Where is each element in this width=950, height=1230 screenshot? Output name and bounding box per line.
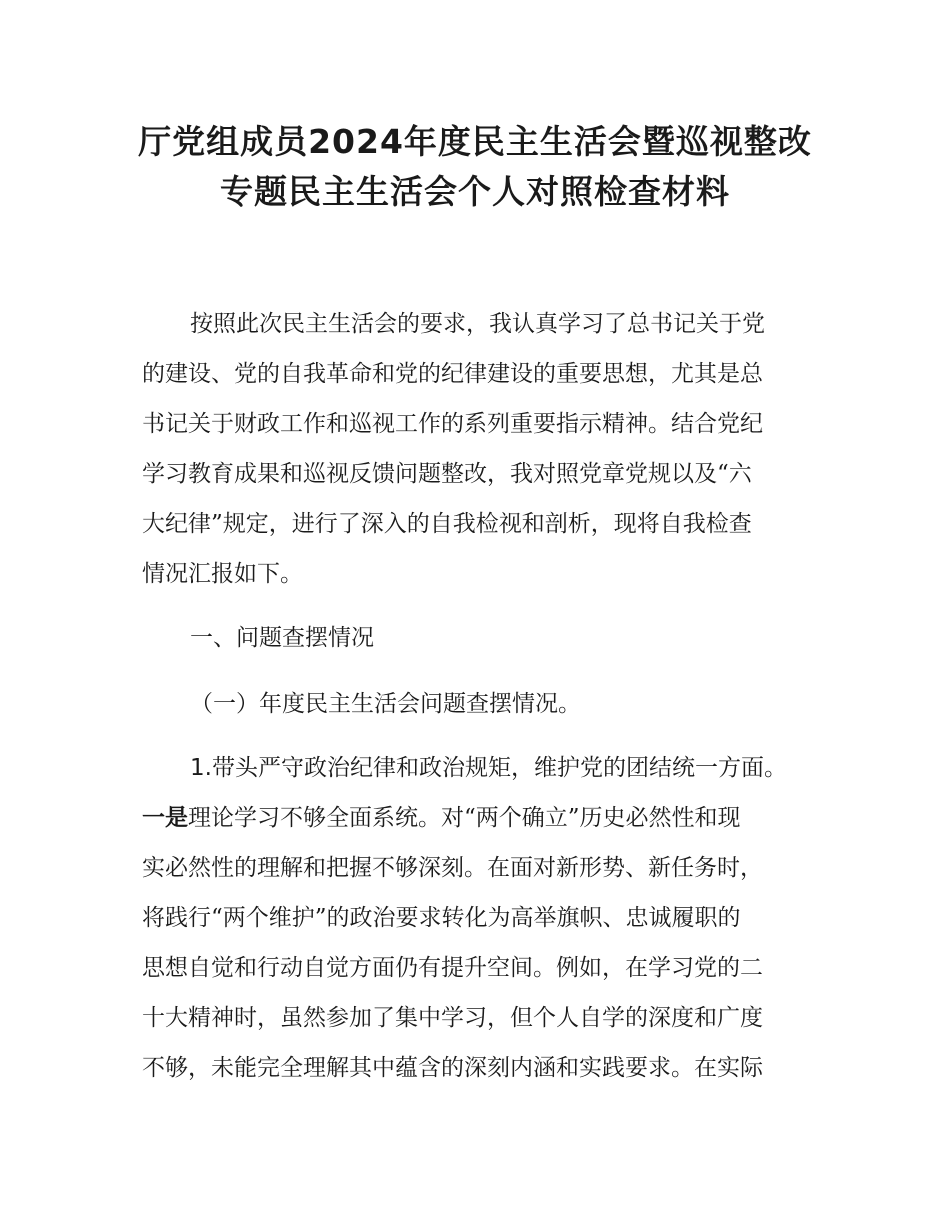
intro-paragraph-line-3: 书记关于财政工作和巡视工作的系列重要指示精神。结合党纪: [142, 411, 763, 437]
item-heading-text: 1.带头严守政治纪律和政治规矩，维护党的团结统一方面。: [190, 755, 787, 781]
item-paragraph-line-3: 将践行“两个维护”的政治要求转化为高举旗帜、忠诚履职的: [142, 905, 741, 931]
intro-paragraph-line-1: 按照此次民主生活会的要求，我认真学习了总书记关于党: [190, 311, 765, 337]
item-paragraph-line-4: 思想自觉和行动自觉方面仍有提升空间。例如，在学习党的二: [142, 955, 763, 981]
item-paragraph-line-1: [142, 802, 741, 834]
intro-paragraph-line-4: 学习教育成果和巡视反馈问题整改，我对照党章党规以及“六: [142, 461, 752, 487]
item-first-line-text: 理论学习不够全面系统。对“两个确立”历史必然性和现: [188, 805, 741, 831]
item-lead-label: 一是: [142, 805, 188, 831]
document-title-line-2: 专题民主生活会个人对照检查材料: [220, 172, 730, 211]
subsection-heading-annual-meeting: （一）年度民主生活会问题查摆情况。: [190, 691, 581, 717]
section-heading-problems: 一、问题查摆情况: [190, 625, 374, 651]
intro-paragraph-line-2: 的建设、党的自我革命和党的纪律建设的重要思想，尤其是总: [142, 361, 763, 387]
item-paragraph-line-5: 十大精神时，虽然参加了集中学习，但个人自学的深度和广度: [142, 1005, 763, 1031]
item-paragraph-line-2: 实必然性的理解和把握不够深刻。在面对新形势、新任务时，: [142, 855, 763, 881]
item-heading-political-discipline: [190, 752, 787, 784]
intro-paragraph-line-5: 大纪律”规定，进行了深入的自我检视和剖析，现将自我检查: [142, 511, 752, 537]
intro-paragraph-line-6: 情况汇报如下。: [142, 561, 303, 587]
item-paragraph-line-6: 不够，未能完全理解其中蕴含的深刻内涵和实践要求。在实际: [142, 1055, 763, 1081]
document-title-line-1: 厅党组成员2024年度民主生活会暨巡视整改: [138, 122, 812, 161]
